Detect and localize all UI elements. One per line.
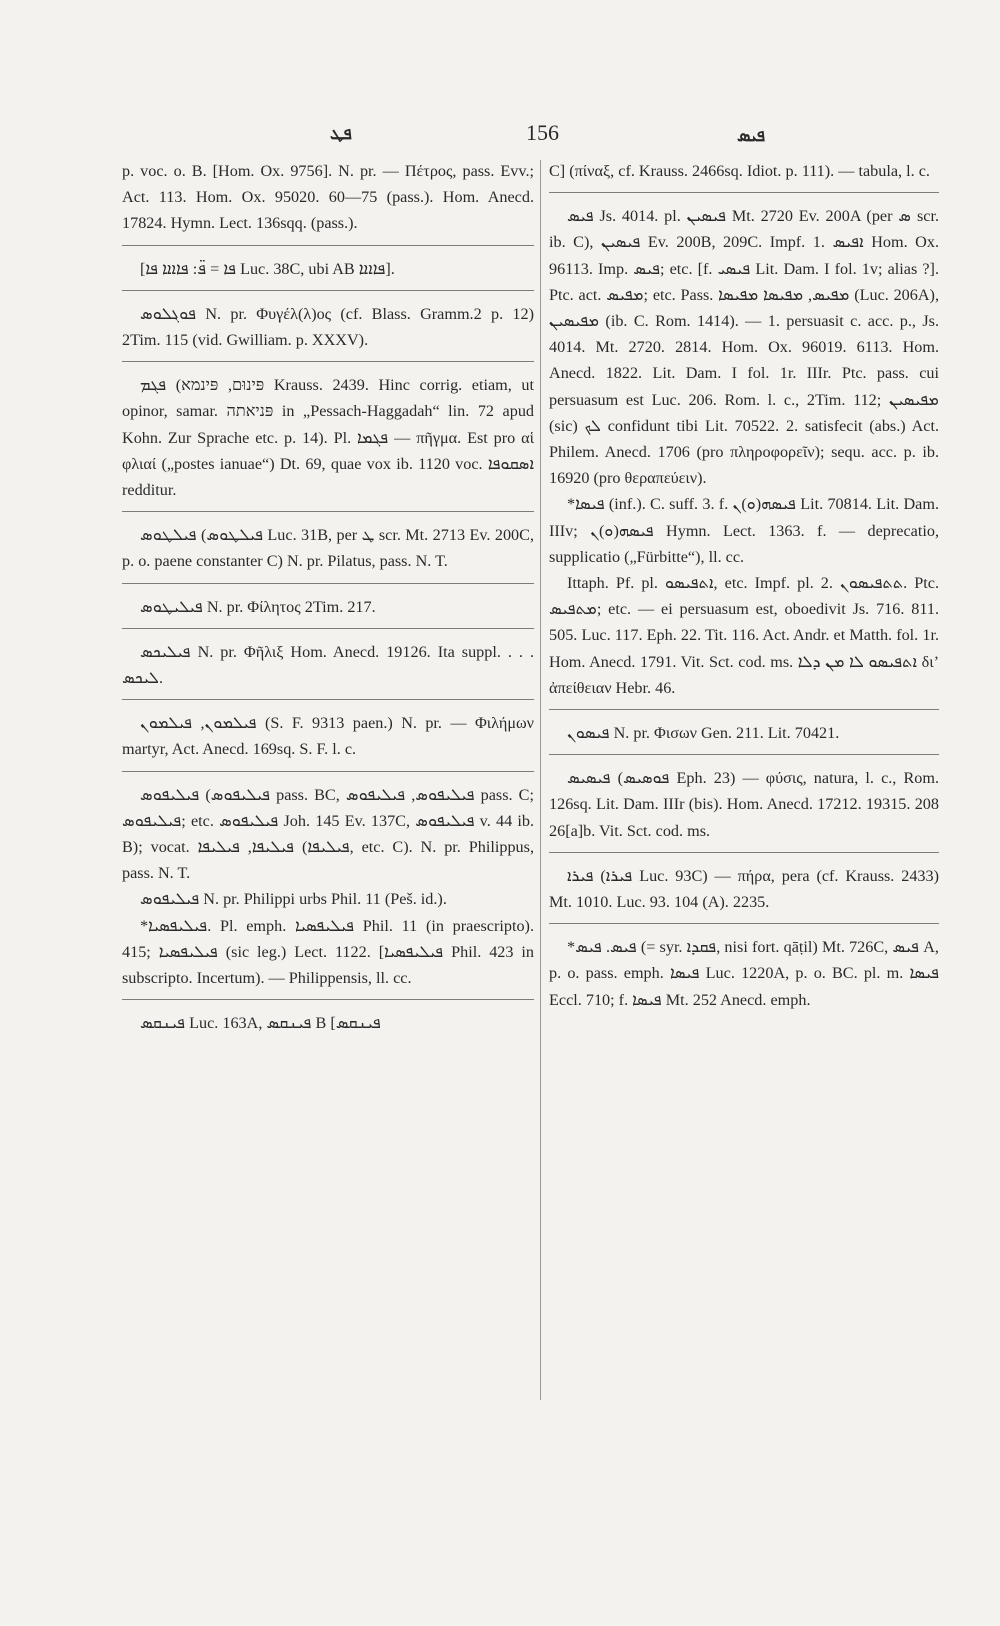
page-number: 156: [526, 120, 559, 145]
entry-philippos: ܦܝܠܝܦܘܣ (ܦܝܠܝܦܘܣ pass. BC, ܦܝܠܝܦܘܣ, ܦܝܠܝܦܘܣ pass. C; ܦܝܠܝܦܘܣ; etc. ܦܝܠܝܦܘܣ Joh. 145 Ev. 137C, ܦܝܠܝܦܘܣ v. 44 ib. B); vocat. ܦܝܠܝܦܐ, ܦܝܠܝܦܐ (ܦܝܠܝܦܐ, etc. C). N. pr. Philippus, pass. N. T.: [122, 785, 534, 883]
entry-petros: p. voc. o. B. [Hom. Ox. 9756]. N. pr. — Πέτρος, pass. Evv.; Act. 113. Hom. Ox. 95020. 60—75 (pass.). Hom. Anecd. 17824. Hymn. Lect. 136sqq. (pass.).: [122, 162, 534, 233]
entry-pys-inf: *ܦܝܣܐ (inf.). C. suff. 3. f. ܦܝܣܗ(ܘ)ܢ Lit. 70814. Lit. Dam. IIIv; ܦܝܣܗ(ܘ)ܢ Hymn. Lect. 1363. f. — deprecatio, supplicatio („Fürbitte“), ll. cc.: [549, 495, 939, 566]
entry-divider: [122, 511, 534, 512]
entry-divider: [549, 192, 939, 193]
entry-divider: [122, 999, 534, 1000]
entry-divider: [122, 699, 534, 700]
entry-divider: [122, 361, 534, 362]
entry-pe-luke: [ܦܐ = ܦ̈: ܦܐܐܐܐ ܦܐ Luc. 38C, ubi AB ܦܐܐܐܐ].: [140, 259, 395, 278]
entry-pison: ܦܝܣܘܢ N. pr. Φισων Gen. 211. Lit. 70421.: [567, 724, 840, 743]
page-header: [0, 118, 1000, 158]
entry-philippesios: *ܦܝܠܝܦܣܝܐ. Pl. emph. ܦܝܠܝܦܣܝܐ Phil. 11 (in praescripto). 415; ܦܝܠܝܦܣܝܐ (sic leg.) Lect. 1122. [ܦܝܠܝܦܣܝܐ Phil. 423 in subscripto. Incertum). — Philippensis, ll. cc.: [122, 916, 535, 988]
entry-ittaph: Ittaph. Pf. pl. ܐܬܦܝܣܘ, etc. Impf. pl. 2. ܬܬܦܝܣܘܢ. Ptc. ܡܬܦܝܣ; etc. — ei persuasum est, oboedivit Js. 716. 811. 505. Luc. 117. Eph. 22. Tit. 116. Act. Andr. et Matth. fol. 1r. Hom. Anecd. 1791. Vit. Sct. cod. ms. ܐܬܦܝܣܘ ܠܐ ܡܢ ܕܠܐ δι’ ἀπείθειαν Hebr. 46.: [549, 574, 940, 697]
entry-divider: [122, 290, 534, 291]
right-column: [549, 158, 939, 1013]
entry-philix: ܦܝܠܝܟܣ N. pr. Φῆλιξ Hom. Anecd. 19126. Ita suppl. . . . ܠܝܟܣ.: [122, 642, 534, 688]
left-column: [122, 158, 534, 1036]
entry-pys-2: *ܦܝܣ. ܦܝܣ (= syr. ܦܩܕܐ, nisi fort. qāṭil) Mt. 726C, ܦܝܣ A, p. o. pass. emph. ܦܝܣܐ Luc. 1220A, p. o. BC. pl. m. ܦܝܣܐ Eccl. 710; f. ܦܝܣܐ Mt. 252 Anecd. emph.: [549, 938, 940, 1009]
header-left-letter: ܦܛ: [330, 124, 352, 144]
entry-pyra: ܦܝܪܐ (ܦܝܪܐ Luc. 93C) — πήρα, pera (cf. Krauss. 2433) Mt. 1010. Luc. 93. 104 (A). 2235.: [549, 866, 939, 912]
entry-philemon: ܦܝܠܡܘܢ, ܦܝܠܡܘܢ (S. F. 9313 paen.) N. pr. — Φιλήμων martyr, Act. Anecd. 169sq. S. F. l. c.: [122, 714, 534, 759]
entry-divider: [549, 923, 939, 924]
entry-divider: [549, 852, 939, 853]
entry-divider: [122, 628, 534, 629]
entry-divider: [122, 771, 534, 772]
entry-divider: [122, 583, 534, 584]
entry-phygellos: ܦܘܓܠܘܣ N. pr. Φυγέλ(λ)ος (cf. Blass. Gramm.2 p. 12) 2Tim. 115 (vid. Gwilliam. p. XXXV).: [122, 304, 534, 350]
column-divider: [540, 160, 541, 1400]
entry-pilatos: ܦܝܠܛܘܣ (ܦܝܠܛܘܣ Luc. 31B, per ܛ scr. Mt. 2713 Ev. 200C, p. o. paene constanter C) N. pr. Pilatus, pass. N. T.: [122, 526, 534, 571]
entry-philippoi: ܦܝܠܝܦܘܣ N. pr. Philippi urbs Phil. 11 (Peš. id.).: [140, 890, 447, 909]
entry-pinax: C] (πίναξ, cf. Krauss. 2466sq. Idiot. p. 111). — tabula, l. c.: [549, 162, 930, 180]
entry-pys: ܦܝܣ Js. 4014. pl. ܦܝܣܝܢ Mt. 2720 Ev. 200A (per ܣ scr. ib. C), ܦܝܣܝܢ Ev. 200B, 209C. Impf. 1. ܐܦܝܣ Hom. Ox. 96113. Imp. ܦܝܣ; etc. [f. ܦܝܣܝ Lit. Dam. I fol. 1v; alias ?]. Ptc. act. ܡܦܝܣ; etc. Pass. ܡܦܝܣ, ܡܦܝܣܐ ܡܦܝܣܐ (Luc. 206A), ܡܦܝܣܝܢ (ib. C. Rom. 1414). — 1. persuasit c. acc. p., Js. 4014. Mt. 2720. 2814. Hom. Ox. 96019. 6113. Hom. Anecd. 1822. Lit. Dam. I fol. 1r. IIIr. Ptc. pass. cui persuasum est Luc. 206. Rom. l. c., 2Tim. 112; ܡܦܝܣܝܢ (sic) ܠܟ confidunt tibi Lit. 70522. 2. satisfecit (abs.) Act. Philem. Anecd. 1706 (pro πληροφορεῖν); sequ. acc. p. ib. 16920 (pro θεραπεύειν).: [549, 207, 939, 488]
entry-divider: [549, 709, 939, 710]
header-right-word: ܦܝܣ: [737, 126, 765, 146]
entry-philetos: ܦܝܠܝܛܘܣ N. pr. Φίλητος 2Tim. 217.: [140, 597, 376, 616]
entry-pysys: ܦܝܣܝܣ (ܦܘܣܝܣ Eph. 23) — φύσις, natura, l. c., Rom. 126sq. Lit. Dam. IIIr (bis). Hom. Anecd. 17212. 19315. 208 26[a]b. Vit. Sct. cod. ms.: [549, 769, 939, 840]
entry-pgm: ܦܓܡ (פּינוּם, פּינמא Krauss. 2439. Hinc corrig. etiam, ut opinor, samar. פּניאתה in „Pessach-Haggadah“ lin. 72 apud Kohn. Zur Sprache etc. p. 14). Pl. ܦܓܡܐ — πῆγμα. Est pro αἱ φλιαί („postes ianuae“) Dt. 69, quae vox ib. 1120 voc. ܐܣܩܘܦܐ redditur.: [122, 376, 535, 500]
entry-pinqs: ܦܝܢܩܣ Luc. 163A, ܦܝܢܩܣ B [ܦܝܢܩܣ: [140, 1014, 381, 1033]
entry-divider: [122, 245, 534, 246]
entry-divider: [549, 754, 939, 755]
